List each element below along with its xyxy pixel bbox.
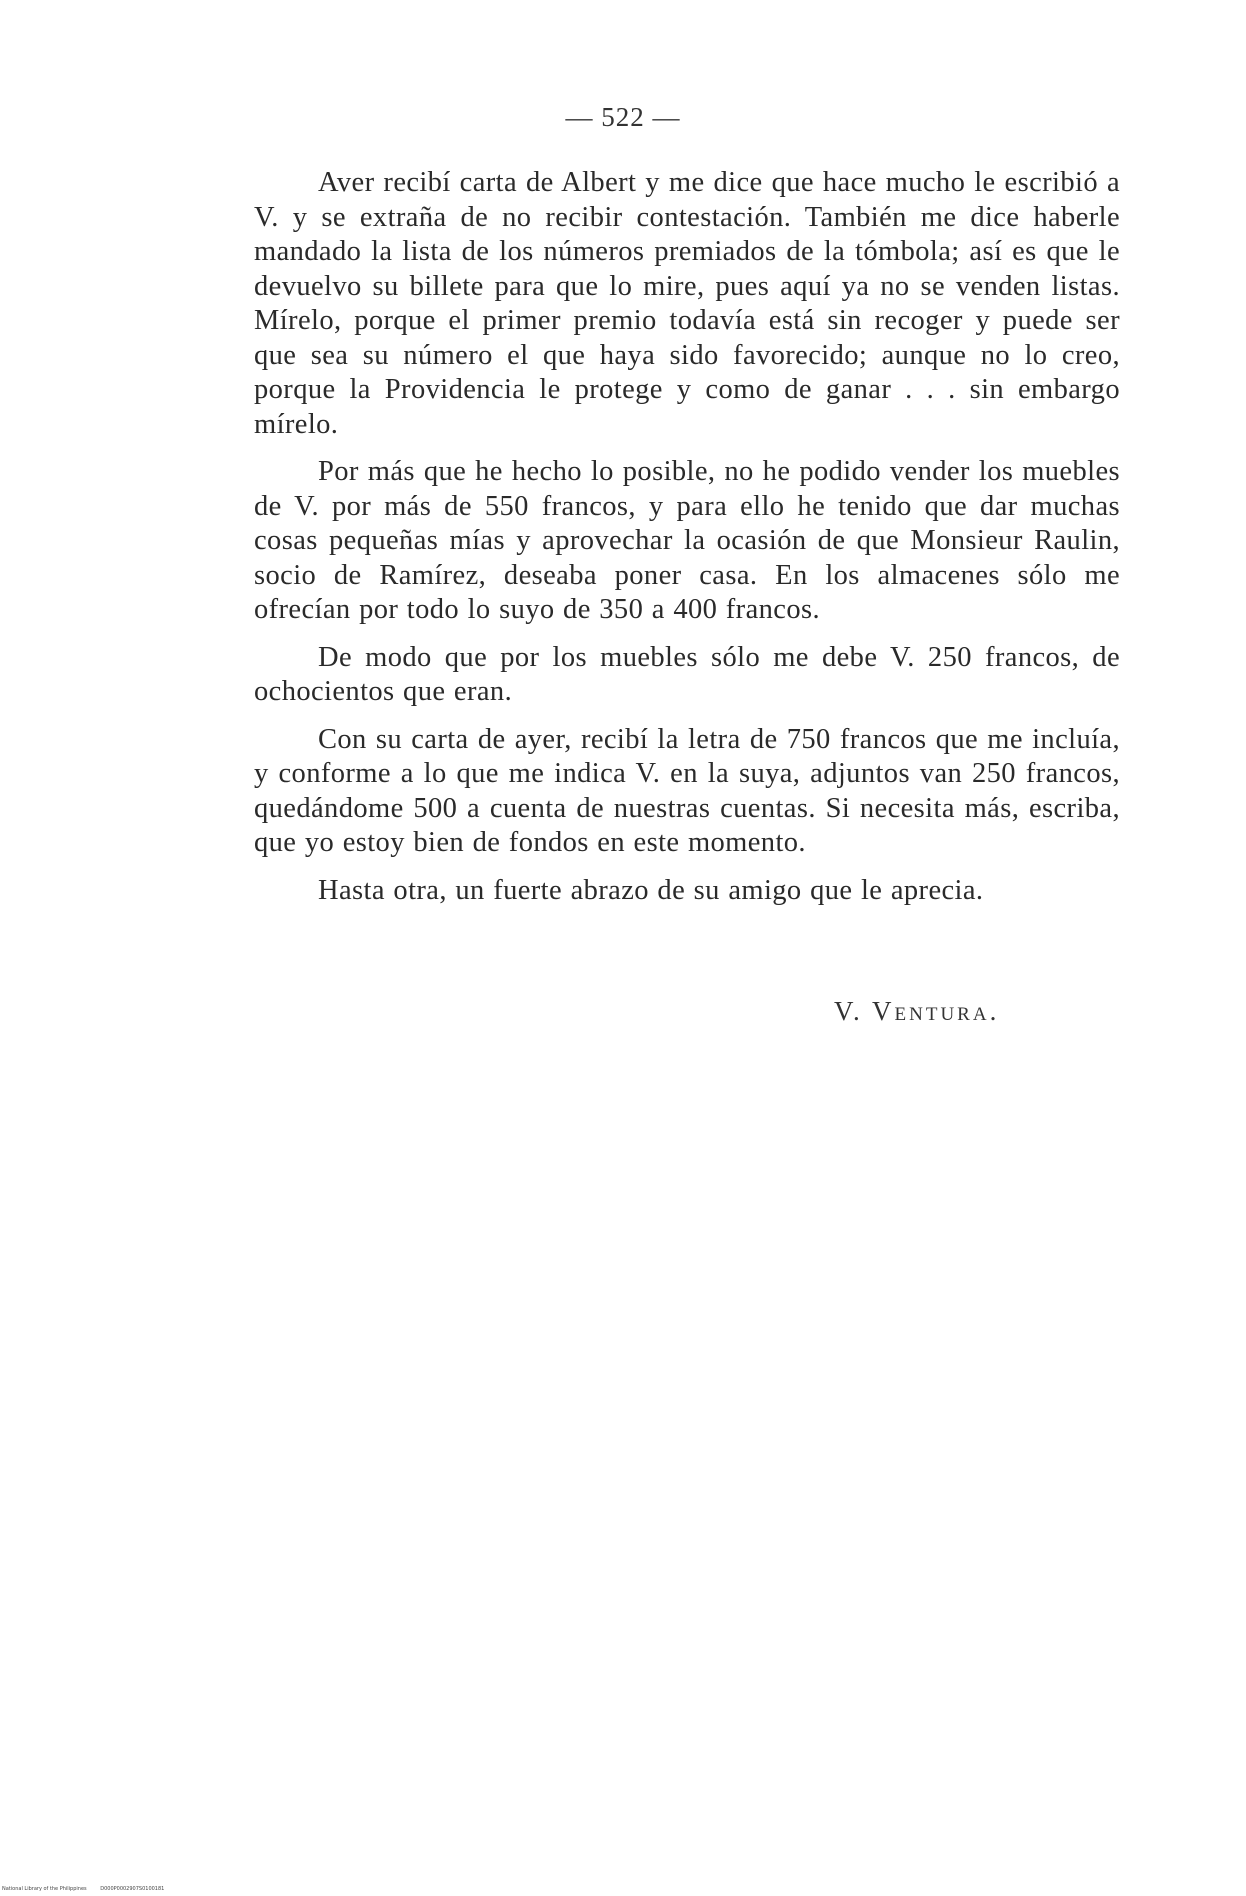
paragraph-1: Aver recibí carta de Albert y me dice que hace mucho le escribió a V. y se extraña de no recibir contestación. También me dice haberle mandado la lista de los números premiados de la tómbola; así es que le devuelvo su billete para que lo mire, pues aquí ya no se venden listas. Mírelo, porque el primer premio todavía está sin recoger y puede ser que sea su número el que haya sido favorecido; aunque no lo creo, porque la Providencia le protege y como de ganar . . . sin embargo mírelo. xyxy=(254,167,1120,440)
footer-library-name: National Library of the Philippines xyxy=(2,1886,87,1892)
page-number: — 522 — xyxy=(565,102,681,132)
paragraph-4: Con su carta de ayer, recibí la letra de 750 francos que me incluía, y conforme a lo que me indica V. en la suya, adjuntos van 250 francos, quedándome 500 a cuenta de nuestras cuentas. Si necesita más, escriba, que yo estoy bien de fondos en este momento. xyxy=(254,723,1120,858)
scan-footer xyxy=(2,1886,164,1892)
letter-body xyxy=(254,166,1120,921)
signature: V. Ventura. xyxy=(834,996,1000,1026)
paragraph-5: Hasta otra, un fuerte abrazo de su amigo que le aprecia. xyxy=(318,874,984,906)
paragraph-3: De modo que por los muebles sólo me debe V. 250 francos, de ochocientos que eran. xyxy=(254,641,1120,707)
paragraph-2: Por más que he hecho lo posible, no he podido vender los muebles de V. por más de 550 francos, y para ello he tenido que dar muchas cosas pequeñas mías y aprovechar la ocasión de que Monsieur Raulin, socio de Ramírez, deseaba poner casa. En los almacenes sólo me ofrecían por todo lo suyo de 350 a 400 francos. xyxy=(254,456,1120,625)
footer-document-id: D000P0002907S0100181 xyxy=(100,1886,165,1892)
